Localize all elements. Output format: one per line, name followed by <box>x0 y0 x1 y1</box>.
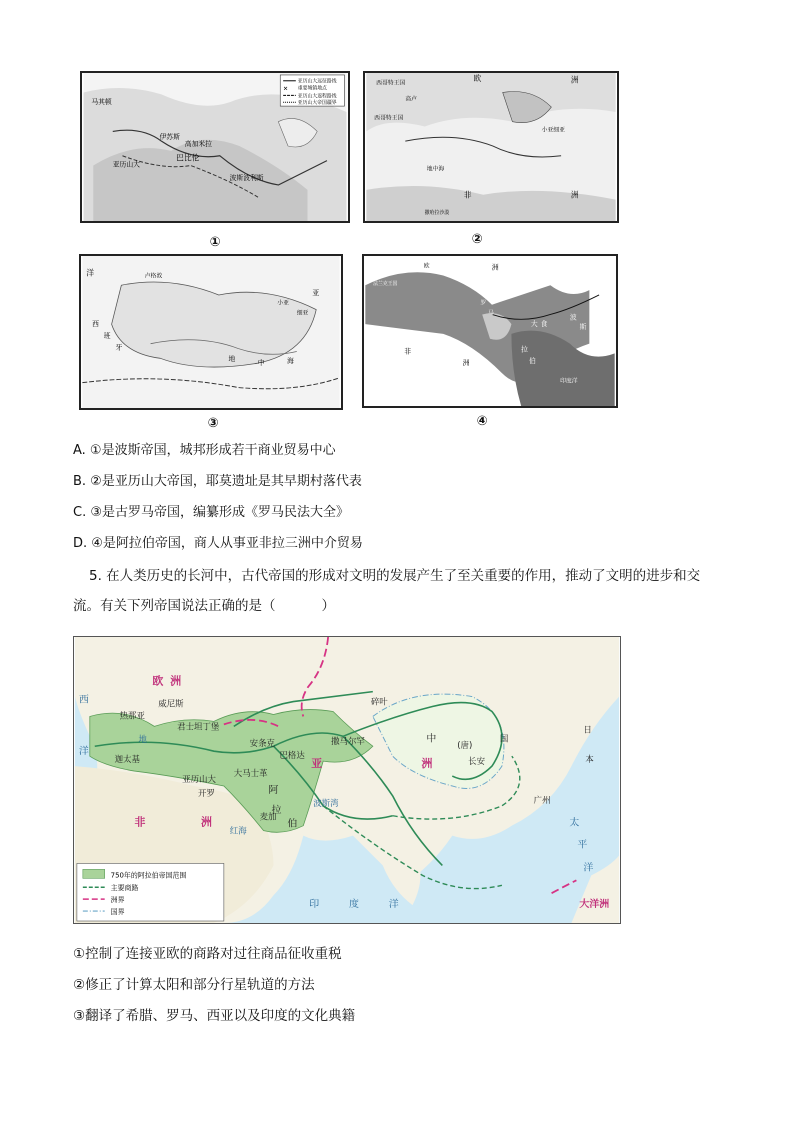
map3-place: 细亚 <box>296 310 309 317</box>
map4-place: 马 <box>488 310 494 317</box>
question-5-line-1: 5. 在人类历史的长河中，古代帝国的形成对文明的发展产生了至关重要的作用，推动了文明的进步和交 <box>89 568 701 584</box>
map-4-label: ④ <box>476 414 488 429</box>
map-4-arab-empire <box>362 254 618 408</box>
label-atlantic-1: 西 <box>78 694 89 706</box>
label-africa-2: 洲 <box>201 815 212 829</box>
place-carthage: 迦太基 <box>114 754 140 765</box>
map4-place: 波 <box>569 313 577 322</box>
map2-place: 欧 <box>473 73 482 83</box>
label-africa-1: 非 <box>134 815 146 829</box>
label-asia-2: 洲 <box>421 757 433 771</box>
map-2-graphic <box>365 73 617 221</box>
legend-empire: 750年的阿拉伯帝国范围 <box>110 871 187 880</box>
label-europe-1: 欧 <box>152 674 164 688</box>
place-antioch: 安条克 <box>249 738 275 749</box>
map1-place: 马其顿 <box>91 98 112 107</box>
label-indian-2: 度 <box>348 899 359 911</box>
label-oceania: 大洋洲 <box>579 899 610 911</box>
label-indian-3: 洋 <box>388 899 399 911</box>
map-2-frankish-era-map <box>363 71 619 223</box>
place-china-1: 中 <box>426 733 437 745</box>
map3-place: 班 <box>103 331 111 340</box>
legend-trade: 主要商路 <box>110 884 139 893</box>
svg-text:✕: ✕ <box>283 86 289 93</box>
map2-place: 洲 <box>570 190 579 200</box>
map1-legend-1: 亚历山大远征路线 <box>297 78 337 85</box>
question-5-text: 流。有关下列帝国说法正确的是（ <box>73 598 276 614</box>
map-1-graphic <box>82 73 348 221</box>
map4-place: 法兰克王国 <box>373 281 398 288</box>
map1-legend-3: 亚历山大返程路线 <box>297 93 337 100</box>
map4-place: 拉 <box>521 345 528 354</box>
map3-place: 洋 <box>86 268 95 278</box>
place-alexandria: 亚历山大 <box>182 773 216 784</box>
map4-place: 欧 <box>423 263 430 270</box>
map1-place: 伊苏斯 <box>159 133 180 142</box>
map4-place: 罗 <box>480 300 487 307</box>
map2-place: 非 <box>463 190 472 200</box>
place-cairo: 开罗 <box>198 787 215 798</box>
map2-place: 洲 <box>570 75 579 85</box>
map-4-graphic <box>364 256 616 406</box>
map-3-label: ③ <box>207 416 219 431</box>
legend-continent: 洲界 <box>110 896 125 905</box>
place-suyab: 碎叶 <box>370 696 388 707</box>
map4-place: 非 <box>404 347 412 356</box>
map2-place: 小亚细亚 <box>541 127 565 134</box>
label-pacific-1: 太 <box>569 817 580 829</box>
place-genoa: 热那亚 <box>119 710 145 721</box>
map3-place: 亚 <box>312 288 320 297</box>
option-b: B. ②是亚历山大帝国，耶莫遗址是其早期村落代表 <box>73 474 362 489</box>
map1-legend-4: 亚历山大帝国疆界 <box>297 100 337 107</box>
question-5-close: ） <box>321 598 335 614</box>
option-d: D. ④是阿拉伯帝国，商人从事亚非拉三洲中介贸易 <box>73 536 363 551</box>
place-guangzhou: 广州 <box>533 794 551 805</box>
statement-1: ①控制了连接亚欧的商路对过往商品征收重税 <box>73 946 342 962</box>
option-c: C. ③是古罗马帝国，编纂形成《罗马民法大全》 <box>73 505 349 520</box>
label-asia-1: 亚 <box>311 757 323 771</box>
map-1-label: ① <box>209 235 221 250</box>
map3-place: 牙 <box>115 343 123 352</box>
place-persian-gulf: 波斯湾 <box>313 797 339 808</box>
place-china-2: 国 <box>499 733 509 744</box>
map1-legend-2: 重要城镇地点 <box>297 85 327 92</box>
place-arabia-1: 阿 <box>268 784 279 796</box>
label-europe-2: 洲 <box>170 674 182 688</box>
map1-place: 波斯波利斯 <box>229 174 264 183</box>
map3-place: 海 <box>287 357 294 366</box>
arab-empire-750-map <box>73 636 621 924</box>
statement-3: ③翻译了希腊、罗马、西亚以及印度的文化典籍 <box>73 1008 356 1024</box>
map2-place: 高卢 <box>405 96 417 103</box>
map4-place: 食 <box>540 320 548 329</box>
place-samarkand: 撒马尔罕 <box>331 736 365 747</box>
place-arabia-2: 拉 <box>271 804 282 816</box>
map2-place: 西哥特王国 <box>374 115 404 122</box>
place-damascus: 大马士革 <box>233 768 268 779</box>
map2-place: 地中海 <box>426 166 445 173</box>
map3-place: 小亚 <box>277 300 289 307</box>
place-japan-2: 本 <box>585 754 594 765</box>
map2-place: 西哥特王国 <box>376 80 406 87</box>
map1-place: 亚历山大 <box>112 160 140 169</box>
label-atlantic-2: 洋 <box>78 746 89 758</box>
map-2-label: ② <box>471 232 483 247</box>
place-mecca: 麦加 <box>259 811 277 822</box>
option-a: A. ①是波斯帝国，城邦形成若干商业贸易中心 <box>73 443 336 458</box>
map4-place: 斯 <box>579 323 587 332</box>
label-pacific-3: 洋 <box>583 862 594 874</box>
place-arabia-3: 伯 <box>287 818 298 830</box>
map1-place: 巴比伦 <box>176 153 200 163</box>
legend-border: 国界 <box>110 908 125 917</box>
label-pacific-2: 平 <box>577 839 588 851</box>
map4-place: 洲 <box>462 359 470 368</box>
place-constantinople: 君士坦丁堡 <box>177 721 220 732</box>
map-1-alexander-empire <box>80 71 350 223</box>
place-tang: (唐) <box>457 740 473 751</box>
place-venice: 威尼斯 <box>158 698 184 709</box>
arab-empire-map-graphic <box>74 637 620 923</box>
map2-place: 撒哈拉沙漠 <box>424 210 450 217</box>
map-3-roman-empire <box>79 254 343 410</box>
map4-place: 伯 <box>528 357 536 366</box>
map3-place: 西 <box>92 320 99 329</box>
place-japan-1: 日 <box>583 724 592 735</box>
map-3-graphic <box>81 256 341 408</box>
place-baghdad: 巴格达 <box>279 750 305 761</box>
statement-2: ②修正了计算太阳和部分行星轨道的方法 <box>73 977 315 993</box>
map1-place: 高加米拉 <box>184 140 213 149</box>
place-mediterranean: 地 <box>138 734 147 745</box>
map3-place: 地 <box>228 355 236 364</box>
label-indian-1: 印 <box>309 899 320 911</box>
map3-place: 中 <box>257 359 265 368</box>
map3-place: 卢格敦 <box>144 273 163 280</box>
map4-place: 印度洋 <box>560 378 578 385</box>
map4-place: 洲 <box>491 263 499 272</box>
place-changan: 长安 <box>468 756 486 767</box>
place-red-sea: 红海 <box>229 825 247 836</box>
map4-place: 大 <box>530 320 538 329</box>
question-5-line-2 <box>73 591 335 621</box>
